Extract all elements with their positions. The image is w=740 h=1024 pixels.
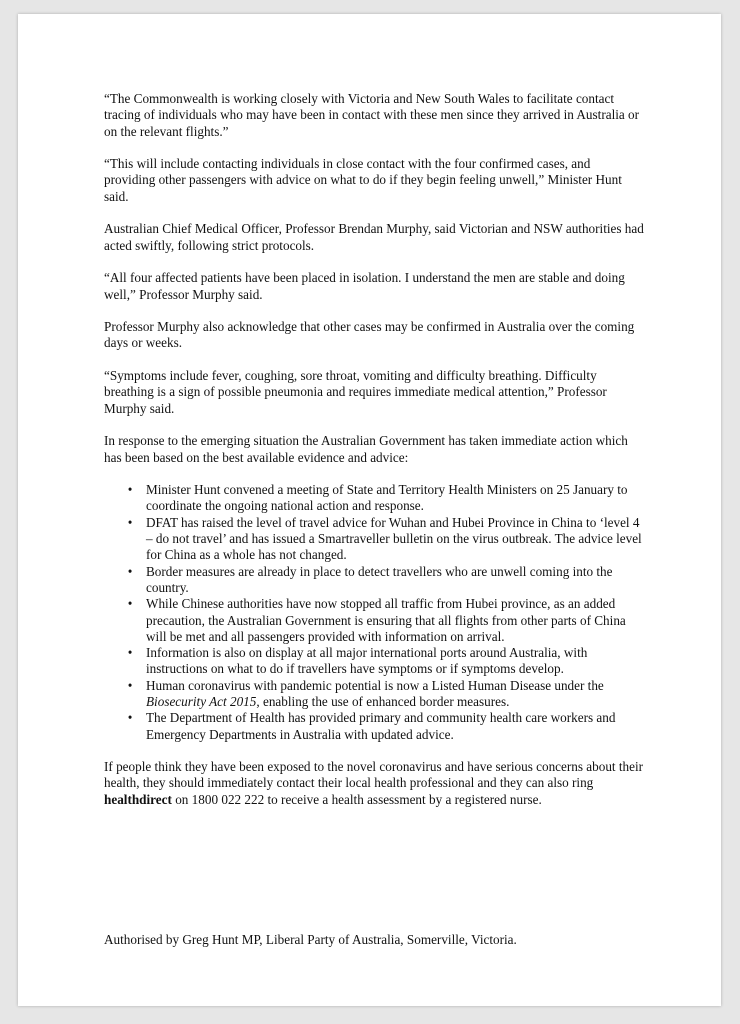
paragraph-commonwealth-tracing: “The Commonwealth is working closely with Victoria and New South Wales to facilitate contact tracing of individuals who may have been in contact with these men since they arrived in Australia or on the relevant flights.” — [104, 91, 640, 139]
list-item-text: While Chinese authorities have now stopped all traffic from Hubei province, as an added precaution, the Australian Government is ensuring that all flights from other parts of China will be met and all passengers provided with information on arrival. — [146, 596, 626, 644]
authorisation-footer: Authorised by Greg Hunt MP, Liberal Party of Australia, Somerville, Victoria. — [104, 932, 517, 947]
bullet-marker: • — [127, 482, 133, 498]
bullet-marker: • — [127, 514, 133, 530]
list-item-text: Minister Hunt convened a meeting of State and Territory Health Ministers on 25 January to coordinate the ongoing national action and response. — [146, 482, 628, 514]
list-item — [127, 710, 644, 743]
list-item — [127, 677, 644, 711]
paragraph-chief-medical-officer: Australian Chief Medical Officer, Professor Brendan Murphy, said Victorian and NSW authorities had acted swiftly, following strict protocols. — [104, 221, 644, 253]
bullet-marker: • — [127, 710, 133, 726]
biosecurity-act-title: Biosecurity Act 2015 — [146, 693, 257, 709]
document-page — [18, 14, 721, 1006]
healthdirect-name: healthdirect — [104, 791, 172, 807]
list-item — [127, 563, 644, 597]
paragraph-other-cases: Professor Murphy also acknowledge that other cases may be confirmed in Australia over the coming days or weeks. — [104, 319, 635, 351]
paragraph-patients-isolation: “All four affected patients have been placed in isolation. I understand the men are stable and doing well,” Professor Murphy said. — [104, 270, 625, 302]
bullet-marker: • — [127, 677, 133, 693]
paragraph-symptoms: “Symptoms include fever, coughing, sore throat, vomiting and difficulty breathing. Difficulty breathing is a sign of possible pneumonia and requires immediate medical attention,” Professor Murphy said. — [104, 368, 607, 416]
paragraph-contacting-individuals: “This will include contacting individuals in close contact with the four confirmed cases, and providing other passengers with advice on what to do if they begin feeling unwell,” Minister Hunt said. — [104, 156, 622, 204]
closing-text-before: If people think they have been exposed to the novel coronavirus and have serious concerns about their health, they should immediately contact their local health professional and they can also ring — [104, 759, 644, 791]
list-item-text: The Department of Health has provided primary and community health care workers and Emergency Departments in Australia with updated advice. — [146, 710, 616, 742]
list-item-text-before: Human coronavirus with pandemic potential is now a Listed Human Disease under the — [146, 677, 604, 693]
list-item-text: Information is also on display at all major international ports around Australia, with instructions on what to do if travellers have symptoms or if symptoms develop. — [146, 645, 588, 677]
document-body — [104, 91, 644, 824]
bullet-marker: • — [127, 563, 133, 579]
list-item — [127, 514, 644, 564]
list-item — [127, 596, 644, 645]
paragraph-government-response: In response to the emerging situation the Australian Government has taken immediate action which has been based on the best available evidence and advice: — [104, 433, 628, 465]
closing-text-after: on 1800 022 222 to receive a health assessment by a registered nurse. — [171, 791, 542, 807]
list-item — [127, 645, 644, 678]
paragraph-closing-advice — [104, 759, 644, 808]
action-list — [104, 482, 644, 743]
bullet-marker: • — [127, 596, 133, 612]
list-item — [127, 482, 644, 515]
bullet-marker: • — [127, 645, 133, 661]
list-item-text: DFAT has raised the level of travel advice for Wuhan and Hubei Province in China to ‘level 4 – do not travel’ and has issued a Smartraveller bulletin on the virus outbreak. The advice level for China as a whole has not changed. — [146, 514, 642, 563]
list-item-text-after: , enabling the use of enhanced border measures. — [256, 693, 510, 709]
list-item-text: Border measures are already in place to detect travellers who are unwell coming into the country. — [146, 563, 613, 595]
